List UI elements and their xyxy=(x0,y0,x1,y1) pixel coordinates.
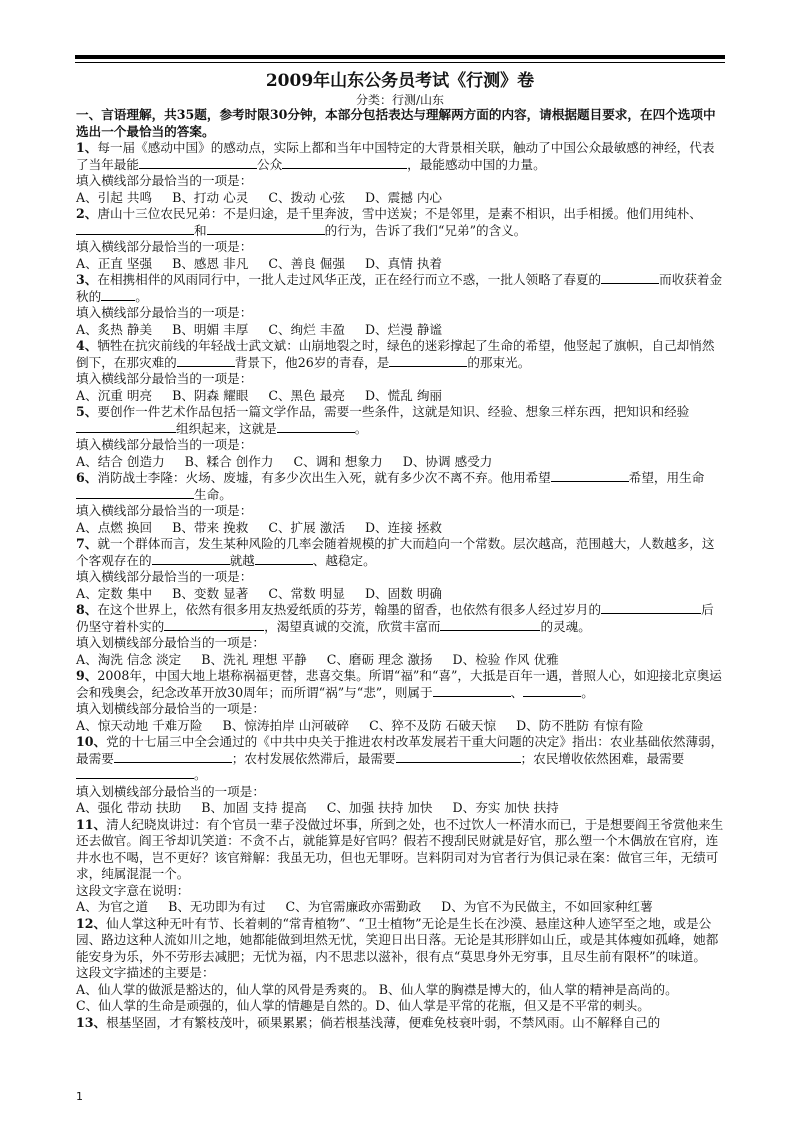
question-number: 5、 xyxy=(76,404,98,419)
question-prompt: 填入横线部分最恰当的一项是： xyxy=(76,569,253,584)
answer-blank xyxy=(282,157,407,169)
question-number: 11、 xyxy=(76,816,107,832)
question-4 xyxy=(76,338,726,371)
question-10 xyxy=(76,734,726,784)
question-7 xyxy=(76,536,726,569)
answer-options: A、为官之道 B、无功即为有过 C、为官需廉政亦需勤政 D、为官不为民做主，不如回家种红薯 xyxy=(76,899,653,914)
question-text: 背景下，他26岁的青春，是 xyxy=(234,354,390,370)
question-number: 3、 xyxy=(76,272,98,287)
answer-blank xyxy=(396,751,521,763)
question-text: 根基坚固，才有繁枝茂叶，硕果累累；倘若根基浅薄，便难免枝衰叶弱，不禁风雨。山不解释自己的 xyxy=(106,1014,661,1030)
answer-blank xyxy=(523,685,581,697)
answer-options: C、仙人掌的生命是顽强的，仙人掌的情趣是自然的。D、仙人掌是平常的花瓶，但又是不平常的刺头。 xyxy=(76,998,650,1013)
question-text: 2008年，中国大地上堪称祸福更替，悲喜交集。所谓“福”和“喜”，大抵是百年一遇，普照人心，如迎接北京奥运会和残奥会，纪念改革开放30周年；而所谓“祸”与“悲”，则属于 xyxy=(76,668,722,700)
answer-blank xyxy=(139,157,257,169)
question-text: 党的十七届三中全会通过的《中共中央关于推进农村改革发展若干重大问题的决定》指出：农业基础依然薄弱，最需要 xyxy=(76,734,724,766)
header-rule-thin xyxy=(75,62,725,63)
answer-options: A、惊天动地 千难万险 B、惊涛拍岸 山河破碎 C、猝不及防 石破天惊 D、防不胜防 有惊有险 xyxy=(76,717,644,733)
question-text: ，最能感动中国的力量。 xyxy=(407,156,546,172)
question-number: 13、 xyxy=(76,1014,107,1030)
question-text: 。 xyxy=(581,684,594,700)
answer-blank xyxy=(101,289,135,301)
question-text: 仙人掌这种无叶有节、长着刺的“常青植物”、“卫士植物”无论是生长在沙漠、悬崖这种人迹罕至之地，或是公园、路边这种人流如川之地，她都能做到坦然无忧，笑迎日出日落。无论是其形胖如山丘，或是其体瘦如孤峰，她都能安身为乐，外不劳形去减肥；无忧为福，内不思悲以滋补，很有点“莫思身外无穷事，且尽生前有限杯”的味道。 xyxy=(76,915,719,964)
answer-options: A、引起 共鸣 B、打动 心灵 C、拨动 心弦 D、震撼 内心 xyxy=(76,189,443,205)
header-rule-thick xyxy=(75,55,725,59)
question-text: 。 xyxy=(194,767,207,782)
question-prompt: 这段文字描述的主要是： xyxy=(76,965,215,980)
answer-options: A、炙热 静美 B、明媚 丰厚 C、绚烂 丰盈 D、烂漫 静谧 xyxy=(76,321,443,337)
question-number: 12、 xyxy=(76,915,107,931)
answer-blank xyxy=(114,751,232,763)
question-6 xyxy=(76,470,726,503)
question-text: 就一个群体而言，发生某种风险的几率会随着规模的扩大而趋向一个常数。层次越高，范围越大，人数越多，这个客观存在的 xyxy=(76,536,715,568)
question-number: 7、 xyxy=(76,536,98,551)
question-prompt: 填入横线部分最恰当的一项是： xyxy=(76,239,253,254)
answer-blank xyxy=(389,355,467,367)
question-text: 生命。 xyxy=(194,486,232,502)
question-9 xyxy=(76,668,726,701)
question-13 xyxy=(76,1015,726,1032)
answer-blank xyxy=(601,272,659,284)
question-text: 后仍坚守着朴实的 xyxy=(76,602,714,634)
answer-options: A、淘洗 信念 淡定 B、洗礼 理想 平静 C、磨砺 理念 激扬 D、检验 作风 优雅 xyxy=(76,651,559,667)
question-number: 10、 xyxy=(76,734,107,749)
question-1 xyxy=(76,140,726,173)
answer-blank xyxy=(76,223,194,235)
question-number: 1、 xyxy=(76,140,98,155)
question-8 xyxy=(76,602,726,635)
page-title: 2009年山东公务员考试《行测》卷 xyxy=(265,71,535,91)
answer-options: A、点燃 换回 B、带来 挽救 C、扩展 激活 D、连接 拯救 xyxy=(76,519,443,535)
question-text: 希望，用生命 xyxy=(628,470,705,485)
question-3 xyxy=(76,272,726,305)
question-text: 清人纪晓岚讲过：有个官员一辈子没做过坏事，所到之处，也不过饮人一杯清水而已，于是想要阎王爷赏他来生还去做官。阎王爷却讥笑道：不贪不占，就能算是好官吗？假若不搜刮民财就是好官，那么塑一个木偶放在官府，连井水也不喝，岂不更好？该官辩解：我虽无功，但也无罪呀。岂料阴司对为官者行为俱记录在案：做官三年，无绩可求，纯属混混一个。 xyxy=(76,816,724,881)
question-text: 牺牲在抗灾前线的年轻战士武文斌：山崩地裂之时，绿色的迷彩撑起了生命的希望，他竖起了旗帜，自己却悄然倒下，在那灾难的 xyxy=(76,338,715,370)
answer-options: A、沉重 明亮 B、阴森 耀眼 C、黑色 最亮 D、慌乱 绚丽 xyxy=(76,387,443,403)
question-prompt: 填入横线部分最恰当的一项是： xyxy=(76,305,253,320)
answer-blank xyxy=(440,619,540,631)
answer-options: A、仙人掌的做派是豁达的，仙人掌的风骨是秀爽的。 B、仙人掌的胸襟是博大的，仙人掌的精神是高尚的。 xyxy=(76,981,678,997)
question-11 xyxy=(76,817,726,883)
question-prompt: 填入横线部分最恰当的一项是： xyxy=(76,437,253,452)
category-label: 分类：行测/山东 xyxy=(355,93,445,107)
question-2 xyxy=(76,206,726,239)
question-number: 4、 xyxy=(76,338,98,353)
question-prompt: 填入横线部分最恰当的一项是： xyxy=(76,371,253,386)
question-text: 在这个世界上，依然有很多用友热爱纸质的芬芳，翰墨的留香，也依然有很多人经过岁月的 xyxy=(97,602,602,617)
question-text: 、越稳定。 xyxy=(312,552,376,568)
question-text: 和 xyxy=(194,222,207,238)
question-prompt: 这段文字意在说明： xyxy=(76,882,190,898)
answer-blank xyxy=(601,602,701,614)
answer-blank xyxy=(551,470,629,482)
page-number: 1 xyxy=(76,1090,83,1103)
question-prompt: 填入横线部分最恰当的一项是： xyxy=(76,503,253,518)
question-text: 。 xyxy=(354,420,368,436)
question-text: 要创作一件艺术作品包括一篇文学作品，需要一些条件，这就是知识、经验、想象三样东西，把知识和经验 xyxy=(97,404,690,419)
answer-blank xyxy=(76,421,176,433)
question-text: 而收获着金秋的 xyxy=(76,272,723,304)
question-text: 的灵魂。 xyxy=(540,618,591,634)
answer-options: A、结合 创造力 B、糅合 创作力 C、调和 想象力 D、协调 感受力 xyxy=(76,453,493,469)
question-12 xyxy=(76,916,726,966)
question-number: 9、 xyxy=(76,668,98,683)
question-text: ；农民增收依然困难，最需要 xyxy=(520,750,685,766)
question-prompt: 填入横线部分最恰当的一项是： xyxy=(76,173,253,188)
question-text: 的那束光。 xyxy=(467,354,531,370)
answer-blank xyxy=(277,421,355,433)
question-text: 消防战士李隆：火场、废墟，有多少次出生入死，就有多少次不离不弃。他用希望 xyxy=(97,470,551,485)
question-text: ，渴望真诚的交流，欣赏丰富而 xyxy=(264,618,441,634)
question-prompt: 填入划横线部分最恰当的一项是： xyxy=(76,701,265,716)
answer-blank xyxy=(164,619,264,631)
question-text: 组织起来，这就是 xyxy=(176,420,277,436)
question-text: 的行为，告诉了我们“兄弟”的含义。 xyxy=(324,222,527,238)
question-prompt: 填入划横线部分最恰当的一项是： xyxy=(76,783,265,799)
answer-blank xyxy=(207,223,325,235)
question-prompt: 填入划横线部分最恰当的一项是： xyxy=(76,635,265,650)
answer-blank xyxy=(152,553,230,565)
answer-options: A、强化 带动 扶助 B、加固 支持 提高 C、加强 扶持 加快 D、夯实 加快 扶持 xyxy=(76,800,559,815)
question-text: ；农村发展依然滞后，最需要 xyxy=(231,750,396,766)
answer-blank xyxy=(76,767,194,779)
question-text: 唐山十三位农民兄弟：不是归途，是千里奔波，雪中送炭；不是邻里，是素不相识，出手相援。他们用纯朴、 xyxy=(97,206,702,221)
answer-options: A、定数 集中 B、变数 显著 C、常数 明显 D、固数 明确 xyxy=(76,585,443,601)
question-number: 2、 xyxy=(76,206,98,221)
question-number: 6、 xyxy=(76,470,98,485)
answer-blank xyxy=(76,487,194,499)
document-body xyxy=(76,107,726,1031)
question-text: 在相携相伴的风雨同行中，一批人走过风华正茂，正在经行而立不惑，一批人领略了春夏的 xyxy=(97,272,602,287)
answer-blank xyxy=(177,355,235,367)
answer-options: A、正直 坚强 B、感恩 非凡 C、善良 倔强 D、真情 执着 xyxy=(76,255,443,271)
question-text: 就越 xyxy=(229,552,255,568)
answer-blank xyxy=(433,685,511,697)
question-text: 每一届《感动中国》的感动点，实际上都和当年中国特定的大背景相关联，触动了中国公众最敏感的神经，代表了当年最能 xyxy=(76,140,715,172)
answer-blank xyxy=(255,553,313,565)
question-number: 8、 xyxy=(76,602,98,617)
question-text: 。 xyxy=(135,288,148,304)
question-text: 公众 xyxy=(256,156,283,172)
question-5 xyxy=(76,404,726,437)
section-heading: 一、言语理解，共35题，参考时限30分钟，本部分包括表达与理解两方面的内容，请根据题目要求，在四个选项中选出一个最恰当的答案。 xyxy=(76,107,716,139)
question-text: 、 xyxy=(510,684,524,700)
